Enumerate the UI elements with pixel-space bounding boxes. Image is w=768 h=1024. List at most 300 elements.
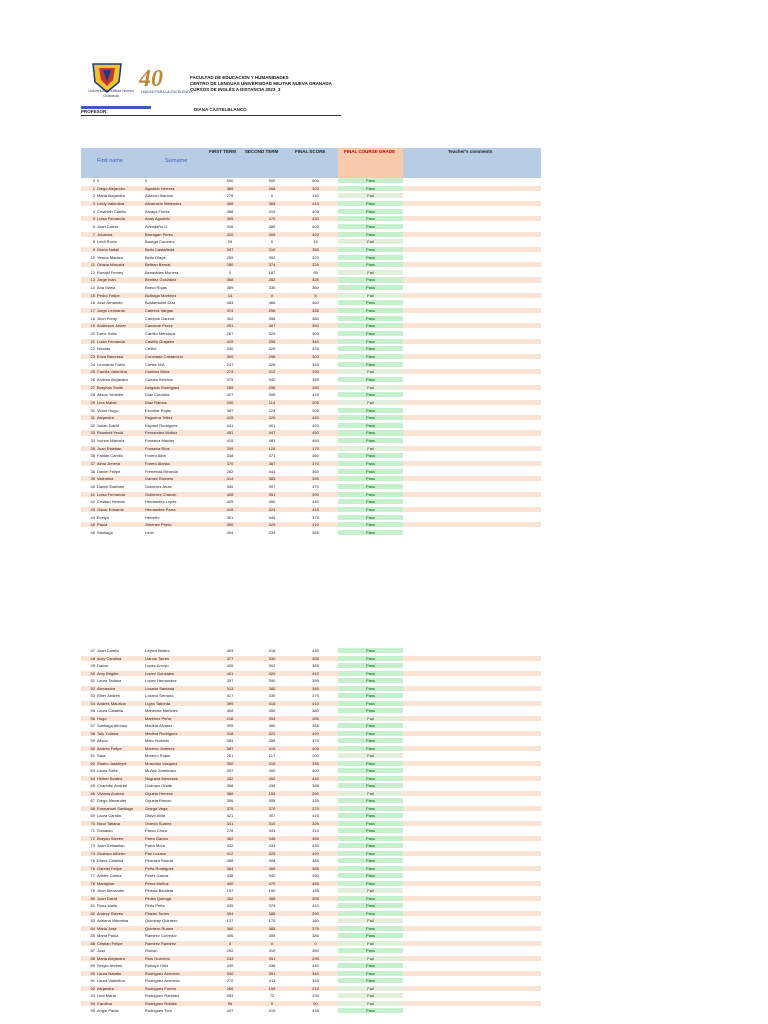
cell-sn: Rodriguez Toro xyxy=(145,1008,173,1013)
table-row xyxy=(81,843,541,848)
table-row xyxy=(81,415,541,420)
cell-fn: Evelyn xyxy=(97,514,110,520)
cell-fn: Luisa Fernanda xyxy=(97,338,125,344)
cell-sn: Bello Castañeda xyxy=(145,246,175,252)
cell-fn: Cristian Hernan xyxy=(97,499,125,505)
cell-fn: Shairo Jasbleydi xyxy=(97,760,127,766)
cell-t1: 377 xyxy=(226,655,234,661)
cell-gr: Pass xyxy=(338,858,403,863)
table-row xyxy=(81,369,541,374)
cell-fs: 440 xyxy=(312,963,319,968)
table-row xyxy=(81,903,541,908)
cell-sn: Diaz Cordoba xyxy=(145,392,170,398)
table-row xyxy=(81,400,541,405)
table-row xyxy=(81,362,541,367)
professor-line xyxy=(81,106,341,116)
cell-idx: 61 xyxy=(90,753,95,758)
cell-fs: 375 xyxy=(312,925,319,931)
cell-sn: Herreño xyxy=(145,514,160,520)
cell-fs: 450 xyxy=(312,430,319,436)
cell-gr: Pass xyxy=(338,430,403,435)
cell-t2: 187 xyxy=(268,269,276,275)
cell-sn: Cediel xyxy=(145,346,157,352)
cell-fn: Luisa Fernanda xyxy=(97,491,125,497)
cell-fn: Alison Yeraldin xyxy=(97,392,124,398)
cell-fs: 365 xyxy=(312,468,319,474)
cell-gr: Pass xyxy=(338,963,403,968)
cell-t1: 395 xyxy=(226,723,234,728)
cell-idx: 70 xyxy=(90,820,95,826)
cell-gr: Fail xyxy=(338,193,403,198)
cell-idx: 20 xyxy=(90,331,95,336)
cell-fn: Lina Mabel xyxy=(97,399,117,405)
cell-sn: Beltran Bernal xyxy=(145,262,171,268)
cell-t2: 0 xyxy=(270,1000,274,1006)
cell-t1: 397 xyxy=(226,246,234,252)
cell-fn: Lina María xyxy=(97,993,116,998)
cell-sn: Lopez Arroyo xyxy=(145,663,169,668)
cell-sn: Hernandez Parra xyxy=(145,506,176,512)
col-final-grade: FINAL COURSE GRADE xyxy=(344,149,396,154)
cell-fs: 230 xyxy=(312,993,319,998)
cell-sn: León xyxy=(145,529,154,535)
cell-fs: 385 xyxy=(312,723,319,728)
cell-idx: 35 xyxy=(90,445,95,451)
cell-t1: 389 xyxy=(226,285,234,291)
cell-gr: Pass xyxy=(338,731,403,736)
cell-idx: 93 xyxy=(90,993,95,998)
cell-t1: 375 xyxy=(226,376,234,382)
cell-t1: 390 xyxy=(226,522,234,528)
cell-sn: Peña Rodriguez xyxy=(145,865,174,871)
cell-t1: 0 xyxy=(228,940,232,946)
cell-t2: 385 xyxy=(268,910,276,916)
cell-gr: Pass xyxy=(338,873,403,878)
cell-t2: 126 xyxy=(268,445,276,451)
cell-fs: 295 xyxy=(312,955,319,961)
cell-t1: 399 xyxy=(226,700,234,706)
cell-t1: 417 xyxy=(226,693,234,698)
cell-idx: 41 xyxy=(90,491,95,497)
table-row xyxy=(81,1001,541,1006)
cell-fn: Oriana Marcela xyxy=(97,262,125,268)
cell-gr: Fail xyxy=(338,941,403,946)
table-row xyxy=(81,956,541,961)
cell-fs: 415 xyxy=(312,392,319,398)
table-row xyxy=(81,723,541,728)
cell-gr: Pass xyxy=(338,851,403,856)
table-row xyxy=(81,430,541,435)
cell-t2: 470 xyxy=(268,880,276,886)
cell-t2: 117 xyxy=(268,753,276,758)
cell-idx: 36 xyxy=(90,453,95,459)
cell-gr: Pass xyxy=(338,776,403,781)
cell-t1: 415 xyxy=(226,415,234,421)
cell-fn: Alejandra xyxy=(97,985,114,991)
cell-gr: Pass xyxy=(338,224,403,229)
cell-fs: 370 xyxy=(312,738,319,743)
cell-gr: Pass xyxy=(338,438,403,443)
cell-fs: 340 xyxy=(312,338,319,344)
col-surname: Surname xyxy=(165,158,188,164)
cell-fs: 415 xyxy=(312,200,319,206)
cell-fs: 320 xyxy=(312,254,319,260)
table-row xyxy=(81,686,541,691)
cell-sn: Medina Rodriguez xyxy=(145,730,178,736)
cell-fs: 360 xyxy=(312,453,319,459)
cell-fn: Andrea Alejandra xyxy=(97,376,128,382)
cell-t2: 355 xyxy=(268,738,276,743)
cell-sn: Buitrago Martinez xyxy=(145,292,177,298)
cell-gr: Pass xyxy=(338,693,403,698)
cell-fs: 300 xyxy=(312,353,319,359)
cell-idx: 65 xyxy=(90,783,95,788)
cell-sn: Coronado Cristancho xyxy=(145,353,183,359)
cell-gr: Pass xyxy=(338,896,403,901)
cell-t1: 432 xyxy=(226,843,234,848)
cell-sn: Paz Lozano xyxy=(145,850,167,856)
table-row xyxy=(81,663,541,668)
cell-fs: 355 xyxy=(312,376,319,382)
cell-t2: 268 xyxy=(268,185,276,191)
cell-sn: Bravo Rojas xyxy=(145,285,167,291)
cell-idx: 78 xyxy=(90,880,95,886)
cell-sn: Pardo Chico xyxy=(145,828,168,833)
table-row xyxy=(81,851,541,856)
cell-fn: Hugo xyxy=(97,715,107,721)
cell-fs: 405 xyxy=(312,208,319,214)
cell-gr: Pass xyxy=(338,209,403,214)
cell-fn: Gloria Natali xyxy=(97,246,120,252)
cell-fs: 405 xyxy=(312,223,319,229)
cell-t2: 282 xyxy=(268,277,276,283)
cell-gr: Pass xyxy=(338,186,403,191)
cell-fn: Daniel Felipe xyxy=(97,468,121,474)
cell-fn: Jorge Ivan xyxy=(97,277,116,283)
cell-t1: 404 xyxy=(226,529,234,535)
table-row xyxy=(81,216,541,221)
cell-fs: 50 xyxy=(313,1000,318,1006)
cell-gr: Pass xyxy=(338,377,403,382)
cell-t2: 296 xyxy=(268,384,276,390)
cell-fn: Charlotte Andrea xyxy=(97,783,128,788)
cell-t1: 414 xyxy=(226,476,234,482)
cell-t2: 424 xyxy=(268,506,276,512)
table-row xyxy=(81,255,541,260)
center-title: CENTRO DE LENGUAS UNIVERSIDAD MILITAR NUEVA GRANADA xyxy=(190,81,332,86)
cell-fn: Andres Mauricio xyxy=(97,700,126,706)
cell-gr: Pass xyxy=(338,484,403,489)
cell-sn: Rincon xyxy=(145,948,158,953)
cell-idx: 24 xyxy=(90,361,95,367)
cell-gr: Pass xyxy=(338,354,403,359)
cell-t1: 368 xyxy=(226,277,234,283)
cell-t2: 375 xyxy=(268,903,276,908)
cell-gr: Fail xyxy=(338,385,403,390)
cell-idx: 16 xyxy=(90,300,95,306)
cell-fs: 290 xyxy=(312,369,319,375)
cell-t1: 426 xyxy=(226,663,234,668)
cell-gr: Pass xyxy=(338,216,403,221)
cell-gr: Pass xyxy=(338,300,403,305)
table-row xyxy=(81,813,541,818)
cell-gr: Pass xyxy=(338,232,403,237)
cell-fn: Juan Camilo xyxy=(97,648,120,653)
cell-fn: Laura Camila xyxy=(97,813,121,818)
cell-t1: 278 xyxy=(226,828,234,833)
cell-t1: 350 xyxy=(226,760,234,766)
cell-sn: Otavo Avila xyxy=(145,813,166,818)
cell-fn: Diego Alejandro xyxy=(97,185,126,191)
cell-sn: Lozano Serrano xyxy=(145,693,174,698)
cell-fs: 390 xyxy=(312,873,319,878)
cell-t1: 209 xyxy=(226,445,234,451)
cell-fn: Anderson Javier xyxy=(97,323,126,329)
cell-fs: 415 xyxy=(312,506,319,512)
cell-gr: Pass xyxy=(338,701,403,706)
cell-sn: Robayo Ortiz xyxy=(145,963,169,968)
cell-fn: Angie Paola xyxy=(97,1008,119,1013)
cell-t1: 384 xyxy=(226,738,234,743)
cell-sn: Campos Garzon xyxy=(145,315,175,321)
cell-t1: 301 xyxy=(226,514,234,520)
cell-idx: 5 xyxy=(92,216,95,222)
table-row xyxy=(81,408,541,413)
cell-t1: 348 xyxy=(226,453,234,459)
cell-t2: 450 xyxy=(268,499,276,505)
table-row xyxy=(81,515,541,520)
cell-fn: Laura Natalia xyxy=(97,970,121,976)
cell-t1: 402 xyxy=(226,315,234,321)
table-row xyxy=(81,918,541,923)
cell-sn: Amaya Florez xyxy=(145,208,170,214)
cell-t1: 387 xyxy=(226,745,234,751)
table-row xyxy=(81,986,541,991)
cell-idx: 44 xyxy=(90,514,95,520)
cell-t2: 0 xyxy=(270,292,274,298)
cell-fn: Aury Carolina xyxy=(97,655,122,661)
professor-name: DIANA CASTELBLANCO xyxy=(194,107,247,112)
cell-gr: Pass xyxy=(338,798,403,803)
cell-fn: Cristian Felipe xyxy=(97,940,123,946)
table-row xyxy=(81,178,541,183)
cell-t1: 243 xyxy=(226,955,234,961)
cell-t2: 350 xyxy=(268,708,276,713)
cell-gr: Pass xyxy=(338,255,403,260)
cell-t1: 300 xyxy=(226,353,234,359)
cell-idx: 95 xyxy=(90,1008,95,1013)
cell-sn: Gamez Romero xyxy=(145,476,174,482)
table-row xyxy=(81,316,541,321)
cell-gr: Pass xyxy=(338,1008,403,1013)
cell-t2: 390 xyxy=(268,678,276,683)
cell-fn: Erica Banessa xyxy=(97,353,123,359)
cell-fs: 400 xyxy=(312,768,319,773)
cell-fs: 155 xyxy=(312,888,319,893)
cell-fn: Valentina xyxy=(97,476,114,482)
cell-t2: 470 xyxy=(268,216,276,222)
cell-fn: Arlette Carina xyxy=(97,873,122,878)
cell-gr: Pass xyxy=(338,262,403,267)
cell-gr: Pass xyxy=(338,686,403,691)
table-row xyxy=(81,377,541,382)
cell-sn: Ramirez Corredor xyxy=(145,933,177,938)
cell-fn: Helber Beatriz xyxy=(97,775,123,781)
cell-t1: 366 xyxy=(226,790,234,796)
cell-fs: 335 xyxy=(312,760,319,766)
cell-gr: Pass xyxy=(338,926,403,931)
cell-t1: 435 xyxy=(226,903,234,908)
cell-t1: 418 xyxy=(226,730,234,736)
cell-sn: Fernandez Muñoz xyxy=(145,430,178,436)
cell-t1: 267 xyxy=(226,331,234,336)
cell-idx: 74 xyxy=(90,850,95,856)
cell-fn: Alexandra xyxy=(97,685,116,691)
cell-idx: 38 xyxy=(90,468,95,474)
cell-fn: Maria Paula xyxy=(97,933,119,938)
cell-t2: 334 xyxy=(268,529,276,535)
cell-t1: 137 xyxy=(226,918,234,923)
table-row xyxy=(81,293,541,298)
cell-idx: 47 xyxy=(90,648,95,653)
table-row xyxy=(81,941,541,946)
cell-fn: Luisa Fernanda xyxy=(97,216,125,222)
cell-sn: Forero Alba xyxy=(145,453,166,459)
cell-fs: 365 xyxy=(312,865,319,871)
cell-gr: Fail xyxy=(338,753,403,758)
cell-t2: 420 xyxy=(268,670,276,676)
cell-gr: Fail xyxy=(338,293,403,298)
table-row xyxy=(81,993,541,998)
cell-gr: Fail xyxy=(338,918,403,923)
cell-gr: Pass xyxy=(338,978,403,983)
cell-idx: 59 xyxy=(90,738,95,743)
cell-t2: 445 xyxy=(268,514,276,520)
course-title: CURSOS DE INGLÉS A DISTANCIA 2023_3 xyxy=(190,87,281,92)
cell-fn: Taly Yuliana xyxy=(97,730,119,736)
cell-gr: Pass xyxy=(338,178,403,183)
cell-sn: Bustamante Diaz xyxy=(145,300,176,306)
cell-idx: 19 xyxy=(90,323,95,329)
cell-sn: Noguera Meneses xyxy=(145,775,178,781)
cell-fn: Juan Carlos xyxy=(97,223,119,229)
cell-t2: 175 xyxy=(268,918,276,923)
cell-t2: 380 xyxy=(268,685,276,691)
cell-gr: Fail xyxy=(338,791,403,796)
cell-fs: 440 xyxy=(312,775,319,781)
cell-gr: Pass xyxy=(338,339,403,344)
cell-idx: 1 xyxy=(92,185,95,191)
cell-fs: 215 xyxy=(312,985,319,991)
cell-t2: 0 xyxy=(270,940,274,946)
cell-fs: 410 xyxy=(312,670,319,676)
cell-t1: 401 xyxy=(226,670,234,676)
table-row xyxy=(81,888,541,893)
cell-fs: 140 xyxy=(312,193,319,199)
table-row xyxy=(81,791,541,796)
cell-fs: 370 xyxy=(312,461,319,467)
cell-t2: 385 xyxy=(268,925,276,931)
cell-idx: 64 xyxy=(90,775,95,781)
cell-t2: 310 xyxy=(268,246,276,252)
cell-t2: 308 xyxy=(268,858,276,863)
cell-t1: 432 xyxy=(226,775,234,781)
cell-t2: 302 xyxy=(268,663,276,668)
table-row xyxy=(81,346,541,351)
cell-sn: Diaz Ramos xyxy=(145,399,167,405)
cell-sn: Lopez Hernandez xyxy=(145,678,177,683)
cell-t1: 440 xyxy=(226,880,234,886)
cell-idx: 72 xyxy=(90,835,95,841)
cell-idx: 90 xyxy=(90,970,95,976)
cell-idx: 28 xyxy=(90,392,95,398)
cell-gr: Pass xyxy=(338,723,403,728)
cell-sn: Gutierrez Chacon xyxy=(145,491,177,497)
cell-gr: Pass xyxy=(338,507,403,512)
cell-sn: Barragan Perez xyxy=(145,231,174,237)
cell-idx: 73 xyxy=(90,843,95,848)
cell-fn: Ivonne Marcela xyxy=(97,438,125,444)
cell-sn: 0 xyxy=(145,178,148,183)
cell-t2: 419 xyxy=(268,208,276,214)
cell-fn: Adriana Valentina xyxy=(97,918,129,923)
cell-t2: 410 xyxy=(268,948,276,953)
cell-sn: Melo Hurtado xyxy=(145,738,170,743)
cell-idx: 87 xyxy=(90,948,95,953)
cell-t2: 154 xyxy=(268,790,276,796)
cell-fs: 410 xyxy=(312,903,319,908)
cell-fn: Maria Alejandra xyxy=(97,955,125,961)
forty-years-subtitle: UNIDAD PARA LA EXCELENCIA xyxy=(141,90,193,94)
table-row xyxy=(81,331,541,336)
cell-sn: Pineda Bautista xyxy=(145,888,174,893)
cell-fs: 395 xyxy=(312,678,319,683)
cell-idx: 12 xyxy=(90,269,95,275)
cell-idx: 46 xyxy=(90,529,95,535)
cell-t2: 447 xyxy=(268,430,276,436)
cell-t1: 364 xyxy=(226,865,234,871)
cell-fs: 300 xyxy=(312,331,319,336)
cell-t1: 430 xyxy=(226,346,234,352)
cell-gr: Pass xyxy=(338,933,403,938)
cell-t2: 330 xyxy=(268,655,276,661)
table-row xyxy=(81,339,541,344)
cell-idx: 82 xyxy=(90,910,95,916)
cell-idx: 29 xyxy=(90,399,95,405)
cell-sn: Ramirez Ramirez xyxy=(145,940,176,946)
table-row xyxy=(81,522,541,527)
cell-idx: 69 xyxy=(90,813,95,818)
cell-sn: Bello Olaya xyxy=(145,254,166,260)
cell-t2: 0 xyxy=(270,239,274,245)
cell-idx: 9 xyxy=(92,246,95,252)
cell-gr: Pass xyxy=(338,277,403,282)
cell-t1: 157 xyxy=(226,888,234,893)
cell-t2: 150 xyxy=(268,888,276,893)
cell-fs: 205 xyxy=(312,399,319,405)
cell-fn: Alma Jimena xyxy=(97,461,121,467)
cell-fn: José Armando xyxy=(97,300,123,306)
cell-idx: 13 xyxy=(90,277,95,283)
cell-idx: 62 xyxy=(90,760,95,766)
table-row xyxy=(81,836,541,841)
cell-idx: 52 xyxy=(90,685,95,691)
cell-t2: 400 xyxy=(268,768,276,773)
cell-sn: Delgado Rodriguez xyxy=(145,384,180,390)
cell-t1: 274 xyxy=(226,369,234,375)
cell-t1: 281 xyxy=(226,753,234,758)
cell-fs: 170 xyxy=(312,445,319,451)
